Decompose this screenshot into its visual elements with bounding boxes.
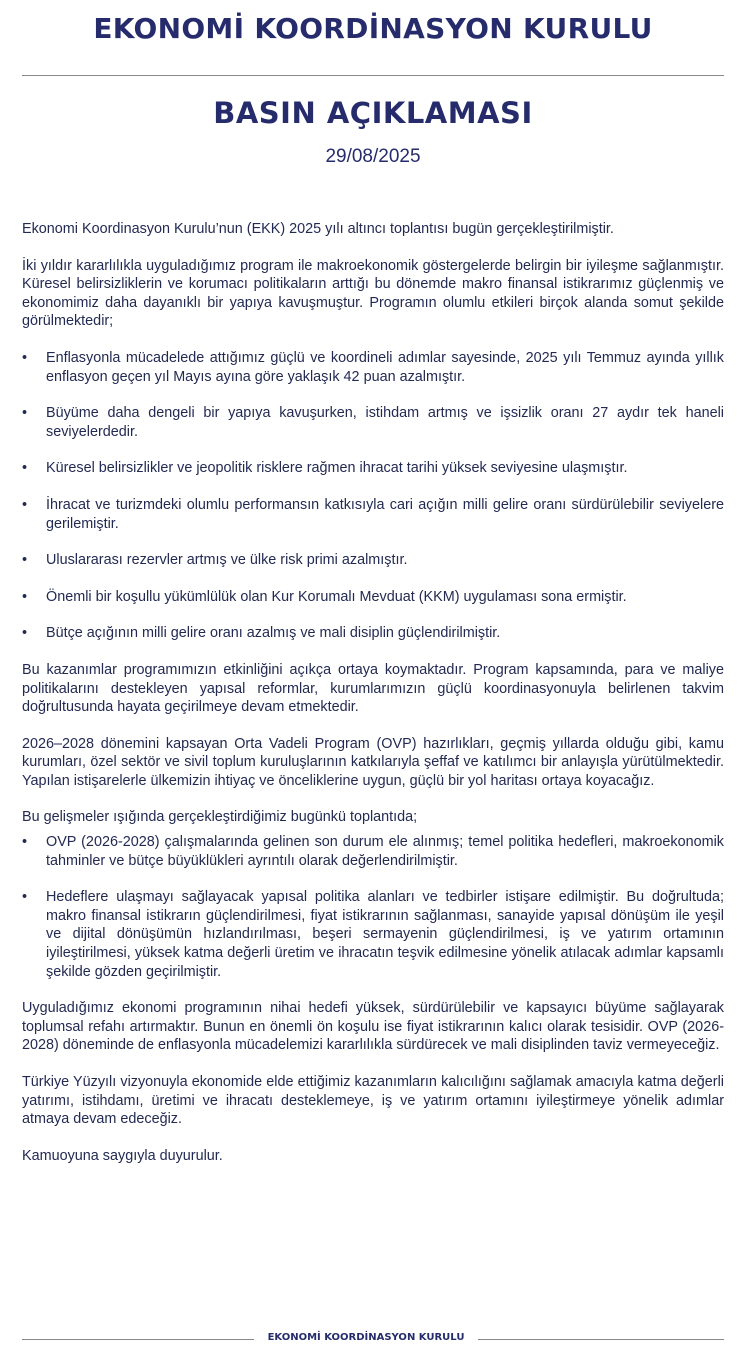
paragraph-program-goal: Uyguladığımız ekonomi programının nihai hedefi yüksek, sürdürülebilir ve kapsayıcı büyüme sağlayarak toplumsal refahı artırmaktır. Bunun en önemli ön koşulu ise fiyat istikrarının kalıcı olarak tesisidir. OVP (2026-2028) döneminde de enflasyonla mücadelemizi kararlılıkla sürdürecek ve mali disiplinden taviz vermeyeceğiz.	[22, 1000, 724, 1054]
paragraph-ovp-preparations: 2026–2028 dönemini kapsayan Orta Vadeli Program (OVP) hazırlıkları, geçmiş yıllarda olduğu gibi, kamu kurumları, özel sektör ve sivil toplum kuruluşlarının katkılarıyla şeffaf ve katılımcı bir anlayışla yürütülmektedir. Yapılan istişarelerle ülkemizin ihtiyaç ve önceliklerine uygun, güçlü bir yol haritası ortaya koyacağız.	[22, 735, 724, 789]
bullet-icon: •	[22, 496, 28, 513]
list-item	[22, 888, 724, 981]
list-item-text: OVP (2026-2028) çalışmalarında gelinen son durum ele alınmış; temel politika hedefleri, makroekonomik tahminler ve bütçe büyüklükleri ayrıntılı olarak değerlendirilmiştir.	[46, 834, 724, 869]
list-item	[22, 349, 724, 386]
document-title: BASIN AÇIKLAMASI	[213, 96, 533, 130]
bullet-icon: •	[22, 889, 28, 906]
list-item-text: Hedeflere ulaşmayı sağlayacak yapısal politika alanları ve tedbirler istişare edilmiştir. Bu doğrultuda; makro finansal istikrarın güçlendirilmesi, fiyat istikrarının sağlanması, sanayide yapısal dönüşüm ile yeşil ve dijital dönüşümün hızlandırılması, beşeri sermayenin güçlendirilmesi, iş ve yatırım ortamının iyileştirilmesi, yüksek katma değerli üretim ve ihracatın teşvik edilmesine yönelik atılacak adımlar kapsamlı şekilde gözden geçirilmiştir.	[46, 889, 724, 980]
paragraph-reforms: Bu kazanımlar programımızın etkinliğini açıkça ortaya koymaktadır. Program kapsamında, para ve maliye politikalarını destekleyen yapısal reformlar, kurumlarımızın güçlü koordinasyonuyla belirlenen takvim doğrultusunda hayata geçirilmeye devam etmektedir.	[22, 661, 724, 716]
footer-divider-left	[22, 1339, 254, 1340]
footer-organization: EKONOMİ KOORDİNASYON KURULU	[267, 1332, 465, 1343]
closing-line: Kamuoyuna saygıyla duyurulur.	[22, 1147, 223, 1164]
bullet-icon: •	[22, 625, 28, 642]
press-release-body	[22, 220, 724, 1183]
list-item	[22, 459, 724, 478]
list-item	[22, 588, 724, 607]
paragraph-meeting-intro: Bu gelişmeler ışığında gerçekleştirdiğimiz bugünkü toplantıda;	[22, 809, 418, 826]
header-divider	[22, 75, 724, 76]
paragraph-program-results: İki yıldır kararlılıkla uyguladığımız program ile makroekonomik göstergelerde belirgin bir iyileşme sağlanmıştır. Küresel belirsizliklerin ve korumacı politikaların arttığı bu dönemde makro finansal istikrarımız güçlenmiş ve ekonomimiz daha dayanıklı bir yapıya kavuşmuştur. Programın olumlu etkileri birçok alanda somut şekilde görülmektedir;	[22, 257, 724, 330]
document-date: 29/08/2025	[325, 146, 421, 167]
paragraph-vision: Türkiye Yüzyılı vizyonuyla ekonomide elde ettiğimiz kazanımların kalıcılığını sağlamak amacıyla katma değerli yatırımı, istihdamı, üretimi ve ihracatı desteklemeye, iş ve yatırım ortamını iyileştirmeye yönelik adımlar atmaya devam edeceğiz.	[22, 1074, 724, 1128]
achievements-list	[22, 349, 724, 643]
list-item	[22, 624, 724, 643]
list-item	[22, 404, 724, 441]
list-item-text: Büyüme daha dengeli bir yapıya kavuşurken, istihdam artmış ve işsizlik oranı 27 aydır tek haneli seviyelerdedir.	[46, 405, 724, 440]
intro-paragraph: Ekonomi Koordinasyon Kurulu’nun (EKK) 2025 yılı altıncı toplantısı bugün gerçekleştirilmiştir.	[22, 221, 614, 237]
footer-divider-right	[478, 1339, 724, 1340]
list-item-text: Uluslararası rezervler artmış ve ülke risk primi azalmıştır.	[46, 552, 408, 569]
list-item-text: İhracat ve turizmdeki olumlu performansın katkısıyla cari açığın milli gelire oranı sürdürülebilir seviyelere gerilemiştir.	[46, 496, 724, 532]
list-item	[22, 551, 724, 570]
list-item-text: Enflasyonla mücadelede attığımız güçlü ve koordineli adımlar sayesinde, 2025 yılı Temmuz ayında yıllık enflasyon geçen yıl Mayıs ayına göre yaklaşık 42 puan azalmıştır.	[46, 349, 724, 385]
list-item	[22, 496, 724, 533]
bullet-icon: •	[22, 834, 28, 851]
meeting-topics-list	[22, 833, 724, 981]
organization-heading: EKONOMİ KOORDİNASYON KURULU	[93, 12, 653, 45]
bullet-icon: •	[22, 588, 28, 605]
bullet-icon: •	[22, 405, 28, 422]
bullet-icon: •	[22, 552, 28, 569]
bullet-icon: •	[22, 460, 28, 477]
list-item	[22, 833, 724, 870]
list-item-text: Önemli bir koşullu yükümlülük olan Kur Korumalı Mevduat (KKM) uygulaması sona ermiştir.	[46, 588, 627, 605]
list-item-text: Küresel belirsizlikler ve jeopolitik risklere rağmen ihracat tarihi yüksek seviyesine ulaşmıştır.	[46, 460, 628, 477]
bullet-icon: •	[22, 349, 28, 366]
list-item-text: Bütçe açığının milli gelire oranı azalmış ve mali disiplin güçlendirilmiştir.	[46, 625, 501, 642]
